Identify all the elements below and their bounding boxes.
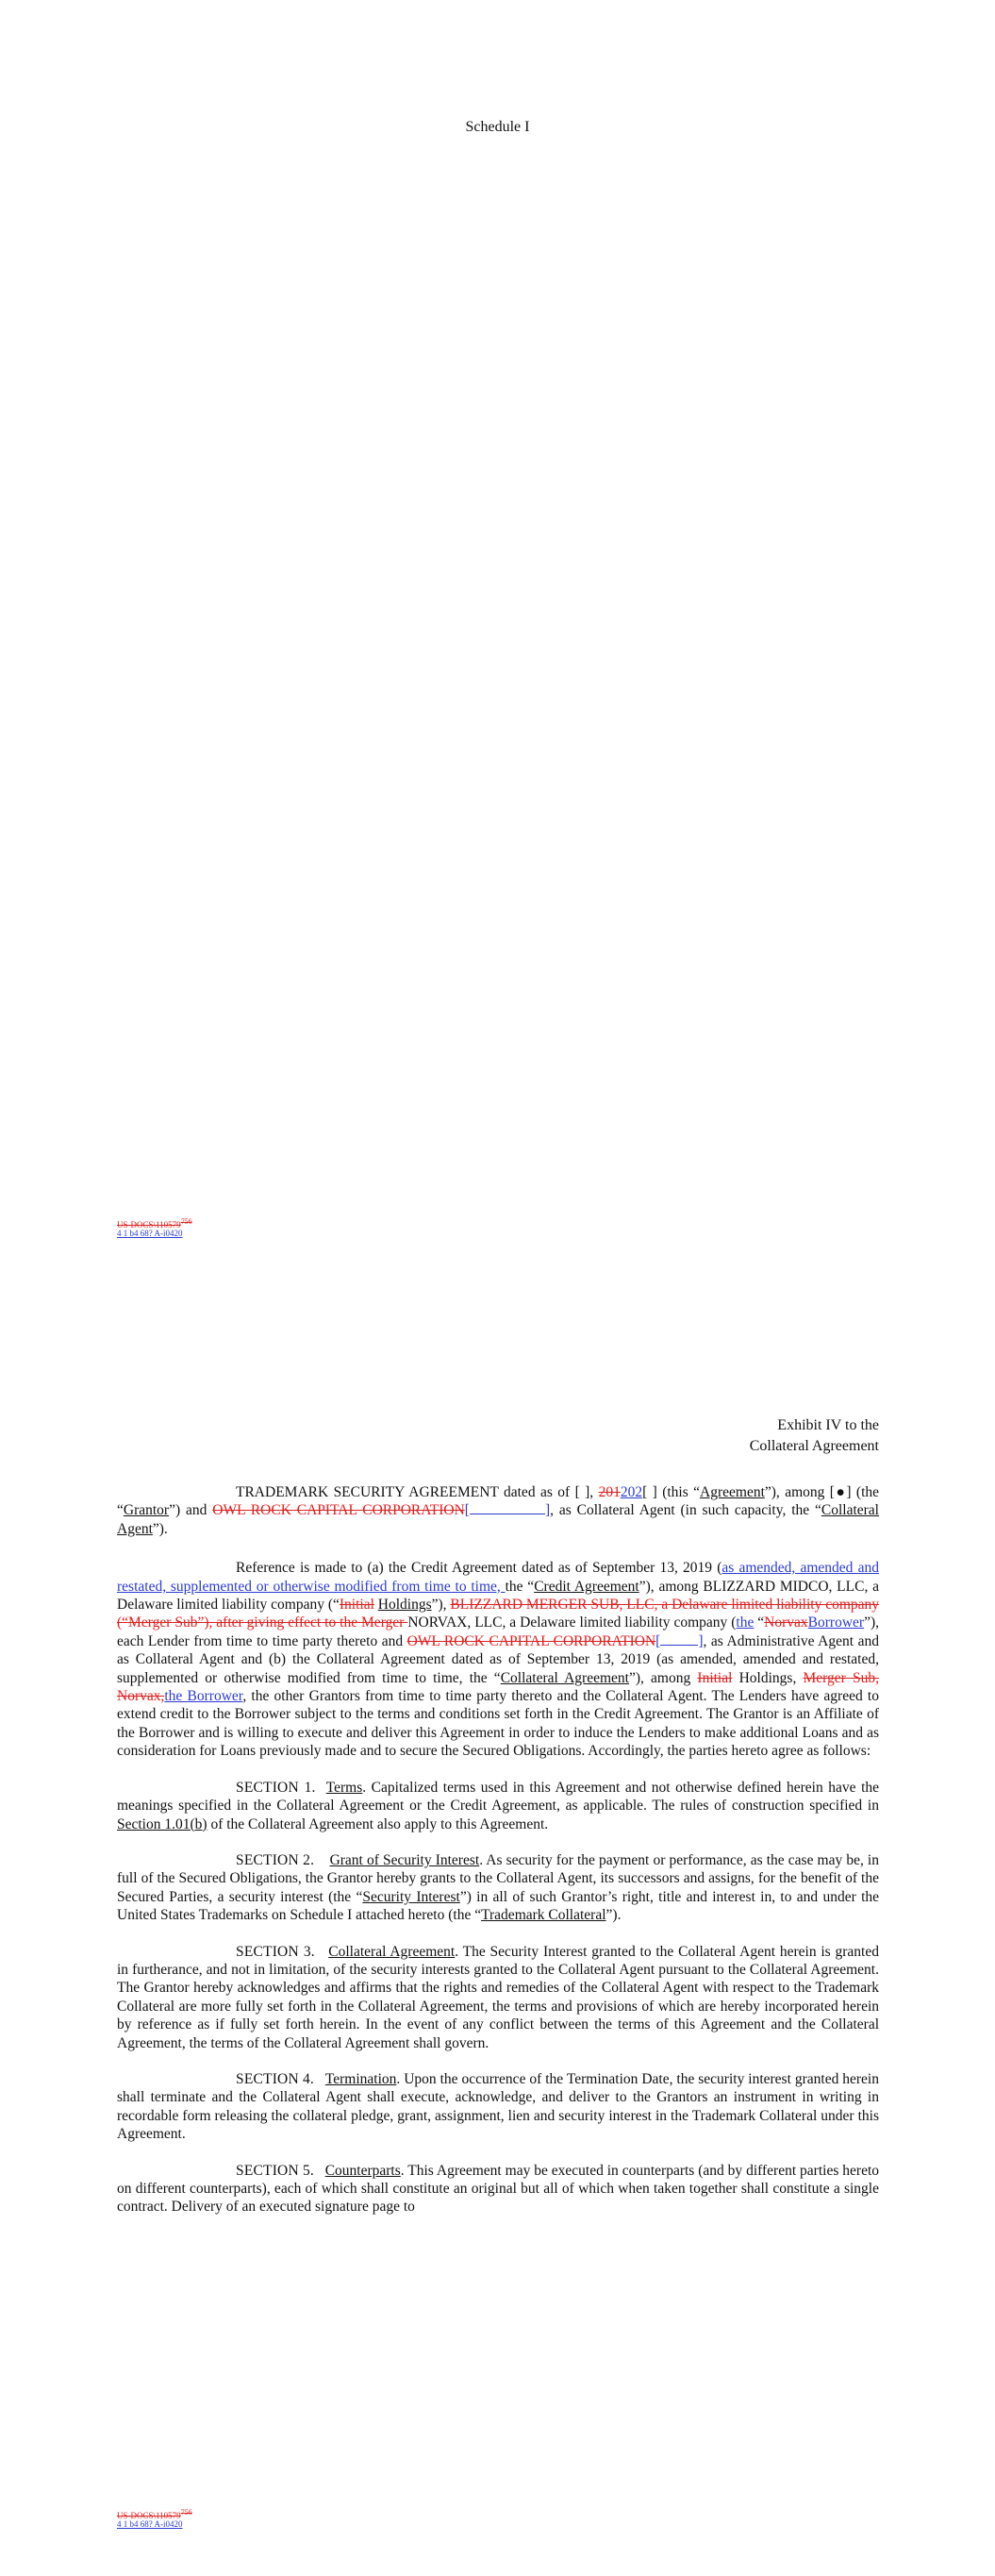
defined-term-agreement: Agreement: [700, 1484, 765, 1500]
deleted-owl-rock: OWL ROCK CAPITAL CORPORATION: [212, 1502, 465, 1519]
section-5-heading: Counterparts: [324, 2162, 401, 2179]
defined-term-credit-agreement: Credit Agreement: [534, 1578, 639, 1595]
section-2: SECTION 2. Grant of Security Interest. As security for the payment or performance, as the case may be, in full of the Secured Obligations, the Grantor hereby grants to the Collateral Agent, its successors and assigns, for the benefit of the Secured Parties, a security interest (the “Security Interest”) in all of such Grantor’s right, title and interest in, to and under the United States Trademarks on Schedule I attached hereto (the “Trademark Collateral”).: [117, 1851, 880, 1924]
inserted-year: 202: [620, 1484, 643, 1500]
section-4-heading: Termination: [324, 2070, 397, 2087]
defined-term-security-interest: Security Interest: [362, 1888, 460, 1905]
section-2-heading: Grant of Security Interest: [329, 1851, 480, 1868]
page-exhibit-iv: [0, 1283, 995, 2576]
section-3-number: SECTION 3.: [236, 1943, 315, 1960]
inserted-borrower: Borrower: [807, 1614, 865, 1631]
section-4-number: SECTION 4.: [236, 2070, 315, 2087]
page-schedule-i: [0, 0, 995, 1284]
deleted-owl-rock-2: OWL ROCK CAPITAL CORPORATION: [406, 1632, 656, 1649]
footer-inserted-docid-2: 4 1 b4 68? A-i0420: [117, 2519, 183, 2529]
section-2-number: SECTION 2.: [236, 1851, 315, 1868]
section-1: SECTION 1. Terms. Capitalized terms used in this Agreement and not otherwise defined herein have the meanings specified in the Collateral Agreement or the Credit Agreement, as applicable. The rules of construction specified in Section 1.01(b) of the Collateral Agreement also apply to this Agreement.: [117, 1779, 880, 1832]
deleted-merger-sub-clause: BLIZZARD MERGER SUB, LLC, a Delaware limited liability company (“Merger Sub”), after giving effect to the Merger: [117, 1597, 880, 1631]
section-1-number: SECTION 1.: [236, 1779, 316, 1796]
agreement-body: [117, 1483, 879, 2234]
exhibit-line-2: Collateral Agreement: [749, 1438, 879, 1454]
page2-footer: [117, 2508, 192, 2529]
deleted-year: 201: [598, 1484, 621, 1500]
footer-deleted-docid-2: US-DOCS\110579756: [117, 2508, 192, 2520]
defined-term-trademark-collateral: Trademark Collateral: [481, 1907, 606, 1924]
reference-paragraph: Reference is made to (a) the Credit Agreement dated as of September 13, 2019 (as amended, amended and restated, supplemented or otherwise modified from time to time, the “Credit Agreement”), among BLIZZARD MIDCO, LLC, a Delaware limited liability company (“Initial Holdings”), BLIZZARD MERGER SUB, LLC, a Delaware limited liability company (“Merger Sub”), after giving effect to the Merger NORVAX, LLC, a Delaware limited liability company (the “NorvaxBorrower”), each Lender from time to time party thereto and OWL ROCK CAPITAL CORPORATION[ ], as Administrative Agent and as Collateral Agent and (b) the Collateral Agreement dated as of September 13, 2019 (as amended, amended and restated, supplemented or otherwise modified from time to time, the “Collateral Agreement”), among Initial Holdings, Merger Sub, Norvax,the Borrower, the other Grantors from time to time party thereto and the Collateral Agent. The Lenders have agreed to extend credit to the Borrower subject to the terms and conditions set forth in the Credit Agreement. The Grantor is an Affiliate of the Borrower and is willing to execute and deliver this Agreement in order to induce the Lenders to make additional Loans and as consideration for Loans previously made and to secure the Secured Obligations. Accordingly, the parties hereto agree as follows:: [117, 1560, 880, 1760]
section-5: SECTION 5. Counterparts. This Agreement may be executed in counterparts (and by different parties hereto on different counterparts), each of which shall constitute an original but all of which when taken together shall constitute a single contract. Delivery of an executed signature page to: [117, 2162, 880, 2216]
section-5-number: SECTION 5.: [236, 2162, 314, 2179]
deleted-initial: Initial: [339, 1597, 374, 1614]
inserted-the: the: [736, 1614, 755, 1631]
inserted-blank: [ ]: [464, 1502, 551, 1519]
inserted-blank-2: [ ]: [655, 1632, 704, 1649]
footer-inserted-docid: 4 1 b4 68? A-i0420: [117, 1229, 183, 1238]
defined-term-collateral-agreement: Collateral Agreement: [500, 1669, 629, 1686]
footer-deleted-docid: US-DOCS\110579756: [117, 1217, 192, 1229]
exhibit-line-1: Exhibit IV to the: [777, 1417, 879, 1433]
schedule-title: Schedule I: [465, 119, 530, 135]
deleted-norvax: Norvax: [764, 1614, 808, 1631]
deleted-merger-sub-norvax: Merger Sub, Norvax,: [117, 1669, 879, 1705]
exhibit-header: [750, 1415, 879, 1457]
defined-term-holdings: Holdings: [377, 1597, 432, 1614]
section-1-heading: Terms: [325, 1779, 363, 1796]
section-3: SECTION 3. Collateral Agreement. The Security Interest granted to the Collateral Agent herein is granted in furtherance, and not in limitation, of the security interests granted to the Collateral Agent pursuant to the Collateral Agreement. The Grantor hereby acknowledges and affirms that the rights and remedies of the Collateral Agent with respect to the Trademark Collateral are more fully set forth in the Collateral Agreement, the terms and provisions of which are hereby incorporated herein by reference as if fully set forth herein. In the event of any conflict between the terms of this Agreement and the Collateral Agreement, the terms of the Collateral Agreement shall govern.: [117, 1943, 879, 2051]
deleted-initial-2: Initial: [697, 1669, 733, 1686]
page1-footer: [117, 1217, 192, 1238]
inserted-the-borrower: the Borrower: [164, 1688, 243, 1705]
section-3-heading: Collateral Agreement: [328, 1943, 456, 1960]
inserted-amended-clause: as amended, amended and restated, supplemented or otherwise modified from time to time,: [117, 1560, 879, 1595]
defined-term-collateral-agent: Collateral Agent: [117, 1502, 879, 1537]
intro-paragraph: TRADEMARK SECURITY AGREEMENT dated as of [ ], 201202[ ] (this “Agreement”), among [●] (the “Grantor”) and OWL ROCK CAPITAL CORPORATION[ ], as Collateral Agent (in such capacity, the “Collateral Agent”).: [117, 1484, 880, 1537]
section-4: SECTION 4. Termination. Upon the occurrence of the Termination Date, the security interest granted herein shall terminate and the Collateral Agent shall execute, acknowledge, and deliver to the Grantors an instrument in writing in recordable form releasing the collateral pledge, grant, assignment, lien and security interest in the Trademark Collateral under this Agreement.: [117, 2070, 879, 2143]
section-ref-1-01b: Section 1.01(b): [117, 1815, 207, 1832]
defined-term-grantor: Grantor: [123, 1502, 170, 1519]
